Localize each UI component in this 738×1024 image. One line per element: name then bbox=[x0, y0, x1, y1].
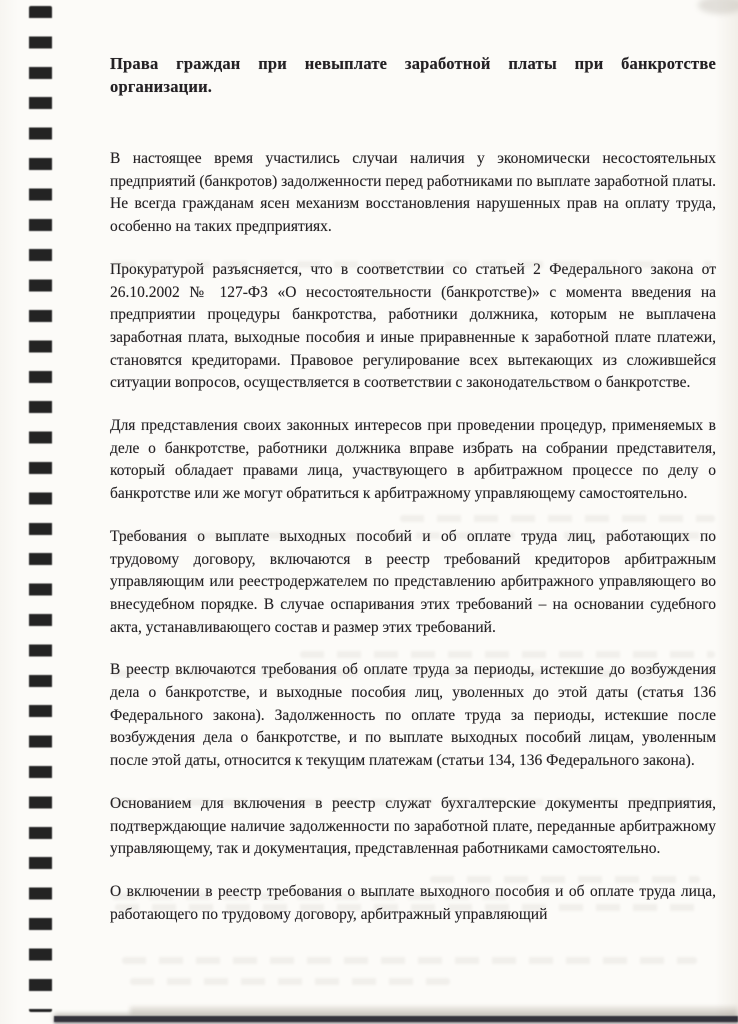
paragraph-2: Прокуратурой разъясняется, что в соответствии со статьей 2 Федерального закона от 26.10.2002 № 127-ФЗ «О несостоятельности (банкротстве)» с момента введения на предприятии процедуры банкротства, работники должника, которым не выплачена заработная плата, выходные пособия и иные приравненные к заработной плате платежи, становятся кредиторами. Правовое регулирование всех вытекающих из сложившейся ситуации вопросов, осуществляется в соответствии с законодательством о банкротстве. bbox=[110, 260, 716, 392]
bleed-through-text bbox=[300, 651, 715, 658]
bleed-through-text bbox=[112, 670, 712, 677]
bleed-through-text bbox=[400, 515, 715, 522]
paragraph-4: Требования о выплате выходных пособий и об оплате труда лиц, работающих по трудовому договору, включаются в реестр требований кредиторов арбитражным управляющим или реестродержателем по представлению арбитражного управляющего во внесудебном порядке. В случае оспаривания этих требований – на основании судебного акта, устанавливающего состав и размер этих требований. bbox=[110, 527, 716, 636]
bleed-through-text bbox=[115, 904, 700, 911]
bleed-through-text bbox=[112, 799, 712, 806]
scan-edge-marks bbox=[29, 6, 52, 1012]
bleed-through-text bbox=[112, 261, 712, 268]
paragraph-3: Для представления своих законных интересов при проведении процедур, применяемых в деле о банкротстве, работники должника вправе избрать на собрании представителя, который обладает правами лица, участвующего в арбитражном процессе по делу о банкротстве или же могут обратиться к арбитражному управляющему самостоятельно. bbox=[110, 417, 716, 503]
document-title: Права граждан при невыплате заработной платы при банкротстве организации. bbox=[110, 54, 716, 96]
bleed-through-text bbox=[120, 532, 715, 539]
bleed-through-text bbox=[112, 893, 512, 900]
bleed-through-text bbox=[130, 978, 450, 985]
bleed-through-text bbox=[122, 957, 697, 964]
scan-smudge bbox=[698, 0, 738, 14]
bleed-through-text bbox=[430, 876, 700, 883]
scan-bottom-edge bbox=[54, 1016, 738, 1022]
scan-bottom-smudge bbox=[130, 1007, 738, 1015]
paragraph-1: В настоящее время участились случаи наличия у экономически несостоятельных предприятий (банкротов) задолженности перед работниками по выплате заработной платы. Не всегда гражданам ясен механизм восстановления нарушенных прав на оплату труда, особенно на таких предприятиях. bbox=[110, 150, 716, 236]
paragraph-7: О включении в реестр требования о выплате выходного пособия и об оплате труда лица, работающего по трудовому договору, арбитражный управляющий bbox=[110, 882, 716, 923]
paragraph-6: Основанием для включения в реестр служат бухгалтерские документы предприятия, подтверждающие наличие задолженности по заработной плате, переданные арбитражному управляющему, так и документация, представленная работниками самостоятельно. bbox=[110, 794, 716, 858]
document-body bbox=[110, 52, 716, 946]
paragraph-5: В реестр включаются требования об оплате труда за периоды, истекшие до возбуждения дела о банкротстве, и выходные пособия лиц, уволенных до этой даты (статья 136 Федерального закона). Задолженность по оплате труда за периоды, истекшие после возбуждения дела о банкротстве, и по выплате выходных пособий лицам, уволенным после этой даты, относится к текущим платежам (статьи 134, 136 Федерального закона). bbox=[110, 661, 716, 770]
